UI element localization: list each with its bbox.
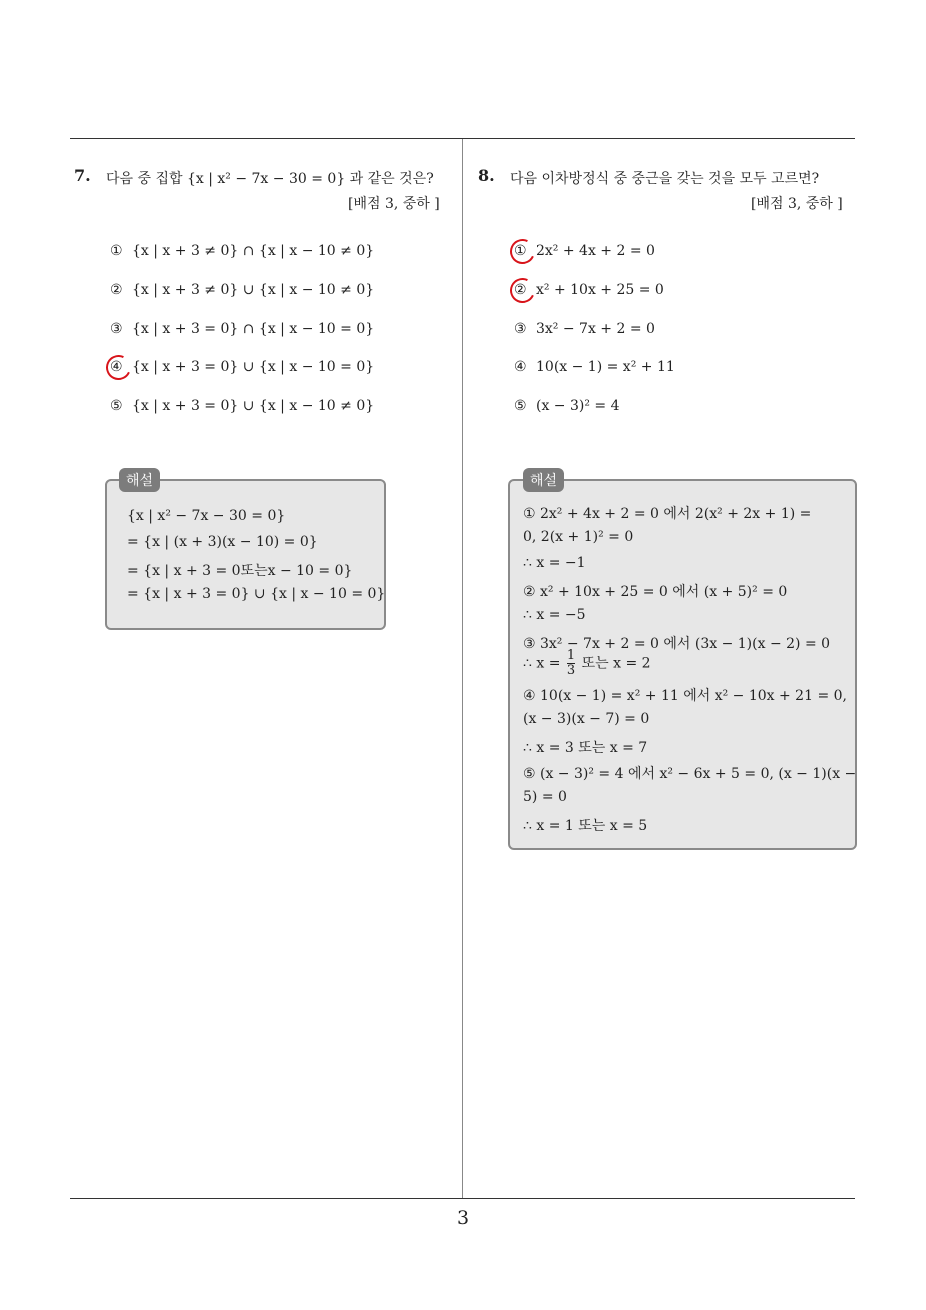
- question-number: 8.: [478, 166, 495, 185]
- solution-line: = {x | x + 3 = 0} ∪ {x | x − 10 = 0}: [127, 586, 386, 602]
- solution-line: (x − 3)(x − 7) = 0: [523, 711, 650, 727]
- solution-line: = {x | x + 3 = 0또는x − 10 = 0}: [127, 563, 353, 579]
- choice-text: x² + 10x + 25 = 0: [536, 282, 664, 298]
- choice-4[interactable]: [110, 359, 374, 375]
- solution-suffix: 또는 x = 2: [581, 655, 651, 672]
- fraction: [567, 649, 575, 678]
- solution-prefix: ∴ x =: [523, 655, 565, 672]
- choice-text: {x | x + 3 = 0} ∩ {x | x − 10 = 0}: [132, 321, 375, 337]
- choice-text: 3x² − 7x + 2 = 0: [536, 321, 655, 337]
- choice-5[interactable]: [110, 398, 374, 414]
- solution-line: 0, 2(x + 1)² = 0: [523, 529, 634, 545]
- solution-line: ∴ x = 1 또는 x = 5: [523, 818, 648, 834]
- choice-mark: ⑤: [110, 398, 123, 414]
- question-score: [배점 3, 중하 ]: [348, 196, 440, 212]
- fraction-numerator: 1: [566, 648, 576, 663]
- choice-mark: ②: [110, 282, 123, 298]
- solution-line: ② x² + 10x + 25 = 0 에서 (x + 5)² = 0: [523, 584, 788, 600]
- solution-line: ① 2x² + 4x + 2 = 0 에서 2(x² + 2x + 1) =: [523, 506, 812, 522]
- question-text: 다음 이차방정식 중 중근을 갖는 것을 모두 고르면?: [510, 171, 820, 187]
- choice-text: 2x² + 4x + 2 = 0: [536, 243, 655, 259]
- question-number: 7.: [74, 166, 91, 185]
- question-text: 다음 중 집합 {x | x² − 7x − 30 = 0} 과 같은 것은?: [106, 171, 434, 187]
- solution-label: 해설: [523, 468, 564, 492]
- choice-mark: ⑤: [514, 398, 527, 414]
- choice-text: {x | x + 3 ≠ 0} ∪ {x | x − 10 ≠ 0}: [132, 282, 375, 298]
- solution-box: [105, 479, 386, 630]
- choice-2[interactable]: [110, 282, 374, 298]
- solution-line: ③ 3x² − 7x + 2 = 0 에서 (3x − 1)(x − 2) = 0: [523, 636, 831, 652]
- solution-label: 해설: [119, 468, 160, 492]
- selected-answer-circle: ④: [110, 359, 132, 375]
- solution-line: ④ 10(x − 1) = x² + 11 에서 x² − 10x + 21 = 0,: [523, 688, 847, 704]
- choice-3[interactable]: [110, 321, 374, 337]
- choice-text: (x − 3)² = 4: [536, 398, 620, 414]
- question-score: [배점 3, 중하 ]: [751, 196, 843, 212]
- choice-3[interactable]: [514, 321, 655, 337]
- choice-text: 10(x − 1) = x² + 11: [536, 359, 675, 375]
- solution-line: ∴ x = 3 또는 x = 7: [523, 740, 648, 756]
- choice-4[interactable]: [514, 359, 675, 375]
- choice-1[interactable]: [514, 243, 655, 259]
- solution-line: = {x | (x + 3)(x − 10) = 0}: [127, 534, 318, 550]
- choice-text: {x | x + 3 ≠ 0} ∩ {x | x − 10 ≠ 0}: [132, 243, 375, 259]
- choice-mark: ④: [514, 359, 527, 375]
- solution-line: ∴ x = −1: [523, 555, 586, 571]
- choice-2[interactable]: [514, 282, 664, 298]
- choice-mark: ③: [514, 321, 527, 337]
- solution-line: {x | x² − 7x − 30 = 0}: [127, 508, 286, 524]
- choice-1[interactable]: [110, 243, 374, 259]
- choice-text: {x | x + 3 = 0} ∪ {x | x − 10 ≠ 0}: [132, 398, 375, 414]
- solution-line: ⑤ (x − 3)² = 4 에서 x² − 6x + 5 = 0, (x − 1)(x −: [523, 766, 857, 782]
- choice-mark: ③: [110, 321, 123, 337]
- solution-line: ∴ x = −5: [523, 607, 586, 623]
- selected-answer-circle: ②: [514, 282, 536, 298]
- solution-line: 5) = 0: [523, 789, 567, 805]
- selected-answer-circle: ①: [514, 243, 536, 259]
- page-number: 3: [456, 1207, 470, 1229]
- choice-5[interactable]: [514, 398, 620, 414]
- column-divider: [462, 139, 463, 1198]
- solution-box: [508, 479, 857, 850]
- choice-text: {x | x + 3 = 0} ∪ {x | x − 10 = 0}: [132, 359, 375, 375]
- choice-mark: ①: [110, 243, 123, 259]
- fraction-denominator: 3: [566, 663, 576, 678]
- bottom-rule: [70, 1198, 855, 1199]
- solution-line: [523, 649, 651, 678]
